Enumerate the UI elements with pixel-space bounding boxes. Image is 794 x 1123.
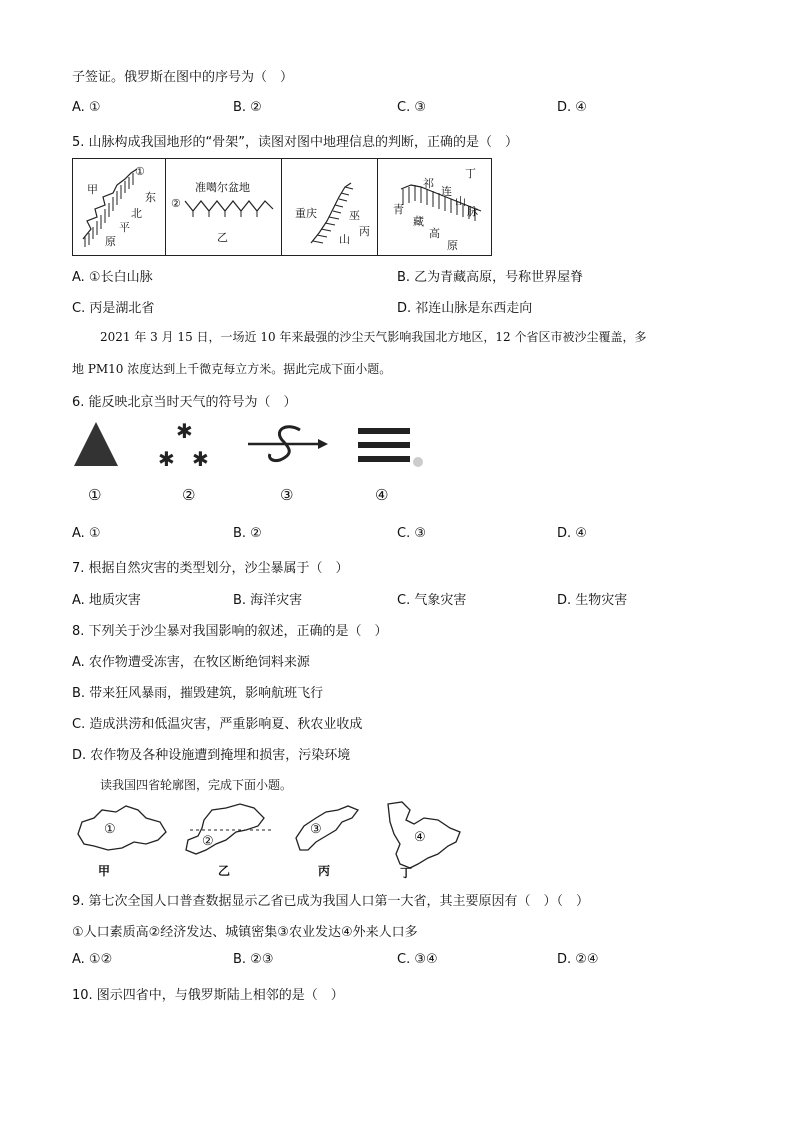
fig2-basin-label: 准噶尔盆地	[195, 181, 250, 194]
passage1-line1: 2021 年 3 月 15 日，一场近 10 年来最强的沙尘天气影响我国北方地区，12 个省区市被沙尘覆盖，多	[100, 330, 647, 344]
province-number-4: ④	[414, 830, 426, 845]
mountain-figure-3	[281, 159, 378, 255]
fig2-circle-label: ②	[171, 197, 181, 210]
q5-option-c[interactable]: C. 丙是湖北省	[72, 301, 155, 316]
province-outline-jia	[72, 800, 172, 862]
q4-option-d[interactable]: D. ④	[557, 100, 587, 115]
fig1-label-ping: 平	[119, 221, 130, 234]
fig4-label-gao: 高	[429, 227, 440, 240]
q8-option-c[interactable]: C. 造成洪涝和低温灾害，严重影响夏、秋农业收成	[72, 717, 363, 732]
symbol-number-3: ③	[280, 486, 294, 504]
mountain-figure-4	[377, 159, 491, 255]
q5-option-d[interactable]: D. 祁连山脉是东西走向	[397, 301, 533, 316]
fig3-label-wu: 巫	[349, 209, 360, 222]
fig4-label-zang: 藏	[413, 215, 424, 228]
fig1-label-yuan: 原	[105, 235, 116, 248]
q7-option-c[interactable]: C. 气象灾害	[397, 593, 467, 608]
q9-statements: ①人口素质高②经济发达、城镇密集③农业发达④外来人口多	[72, 925, 418, 940]
q6-option-c[interactable]: C. ③	[397, 526, 426, 541]
q9-stem: 9. 第七次全国人口普查数据显示乙省已成为我国人口第一大省，其主要原因有（ ）（ ）	[72, 894, 590, 909]
q5-stem: 5. 山脉构成我国地形的“骨架”，读图对图中地理信息的判断，正确的是（ ）	[72, 135, 519, 150]
q8-option-a[interactable]: A. 农作物遭受冻害，在牧区断绝饲料来源	[72, 655, 310, 670]
fig4-label-qi: 祁	[423, 177, 434, 190]
q6-option-d[interactable]: D. ④	[557, 526, 587, 541]
q4-option-b[interactable]: B. ②	[233, 100, 262, 115]
q8-option-b[interactable]: B. 带来狂风暴雨，摧毁建筑，影响航班飞行	[72, 686, 324, 701]
fig1-west-label: 甲	[87, 183, 98, 196]
symbol-number-2: ②	[182, 486, 196, 504]
passage1-line2: 地 PM10 浓度达到上千微克每立方米。据此完成下面小题。	[72, 362, 392, 376]
q5-option-b[interactable]: B. 乙为青藏高原，号称世界屋脊	[397, 270, 584, 285]
fig4-label-yuan: 原	[447, 239, 458, 252]
fig1-circle-label: ①	[135, 165, 145, 178]
q9-option-c[interactable]: C. ③④	[397, 952, 438, 967]
triangle-symbol-icon	[70, 418, 122, 470]
fig4-label-mai: 脉	[467, 205, 478, 218]
q7-option-a[interactable]: A. 地质灾害	[72, 593, 141, 608]
northeast-mountains-sketch	[73, 159, 165, 255]
province-label-bing: 丙	[318, 864, 331, 878]
province-number-1: ①	[104, 822, 116, 837]
q7-option-d[interactable]: D. 生物灾害	[557, 593, 628, 608]
q4-option-c[interactable]: C. ③	[397, 100, 426, 115]
fig4-label-lian: 连	[441, 185, 452, 198]
symbol-number-4: ④	[375, 486, 389, 504]
fig3-label-shan: 山	[339, 233, 350, 246]
passage2: 读我国四省轮廓图，完成下面小题。	[100, 778, 293, 792]
province-label-ding: 丁	[400, 866, 413, 880]
q10-stem: 10. 图示四省中，与俄罗斯陆上相邻的是（ ）	[72, 988, 344, 1003]
q9-option-d[interactable]: D. ②④	[557, 952, 599, 967]
province-outline-yi	[176, 800, 276, 862]
province-outline-bing	[286, 800, 366, 862]
mountain-figure-panel	[72, 158, 492, 256]
svg-text:✱: ✱	[192, 447, 209, 470]
q6-stem: 6. 能反映北京当时天气的符号为（ ）	[72, 395, 297, 410]
province-number-2: ②	[202, 834, 214, 849]
svg-text:✱: ✱	[158, 447, 175, 470]
q7-stem: 7. 根据自然灾害的类型划分，沙尘暴属于（ ）	[72, 561, 349, 576]
q9-option-b[interactable]: B. ②③	[233, 952, 274, 967]
fig1-label-bei: 北	[131, 207, 142, 220]
mountain-figure-2	[165, 159, 282, 255]
province-number-3: ③	[310, 822, 322, 837]
haze-symbol-icon	[356, 418, 426, 470]
q6-option-b[interactable]: B. ②	[233, 526, 262, 541]
fig4-label-qing: 青	[393, 203, 404, 216]
snow-symbol-icon	[156, 418, 216, 470]
q5-option-a[interactable]: A. ①长白山脉	[72, 270, 153, 285]
province-label-jia: 甲	[98, 864, 111, 878]
fig3-bing-label: 丙	[359, 225, 370, 238]
q9-option-a[interactable]: A. ①②	[72, 952, 113, 967]
svg-text:✱: ✱	[176, 419, 193, 443]
q4-option-a[interactable]: A. ①	[72, 100, 101, 115]
mountain-figure-1	[73, 159, 166, 255]
sandstorm-symbol-icon	[246, 418, 330, 470]
symbol-number-1: ①	[88, 486, 102, 504]
fig2-yi-label: 乙	[217, 231, 228, 244]
fig1-label-dong: 东	[145, 191, 156, 204]
q8-stem: 8. 下列关于沙尘暴对我国影响的叙述，正确的是（ ）	[72, 624, 388, 639]
q8-option-d[interactable]: D. 农作物及各种设施遭到掩埋和损害，污染环境	[72, 748, 351, 763]
fig4-ding-label: 丁	[465, 167, 476, 180]
fig3-city-label: 重庆	[295, 207, 317, 220]
q7-option-b[interactable]: B. 海洋灾害	[233, 593, 303, 608]
fig4-label-shan: 山	[455, 195, 466, 208]
province-label-yi: 乙	[218, 864, 231, 878]
q6-option-a[interactable]: A. ①	[72, 526, 101, 541]
q4-stem-tail: 子签证。俄罗斯在图中的序号为（ ）	[72, 70, 294, 85]
